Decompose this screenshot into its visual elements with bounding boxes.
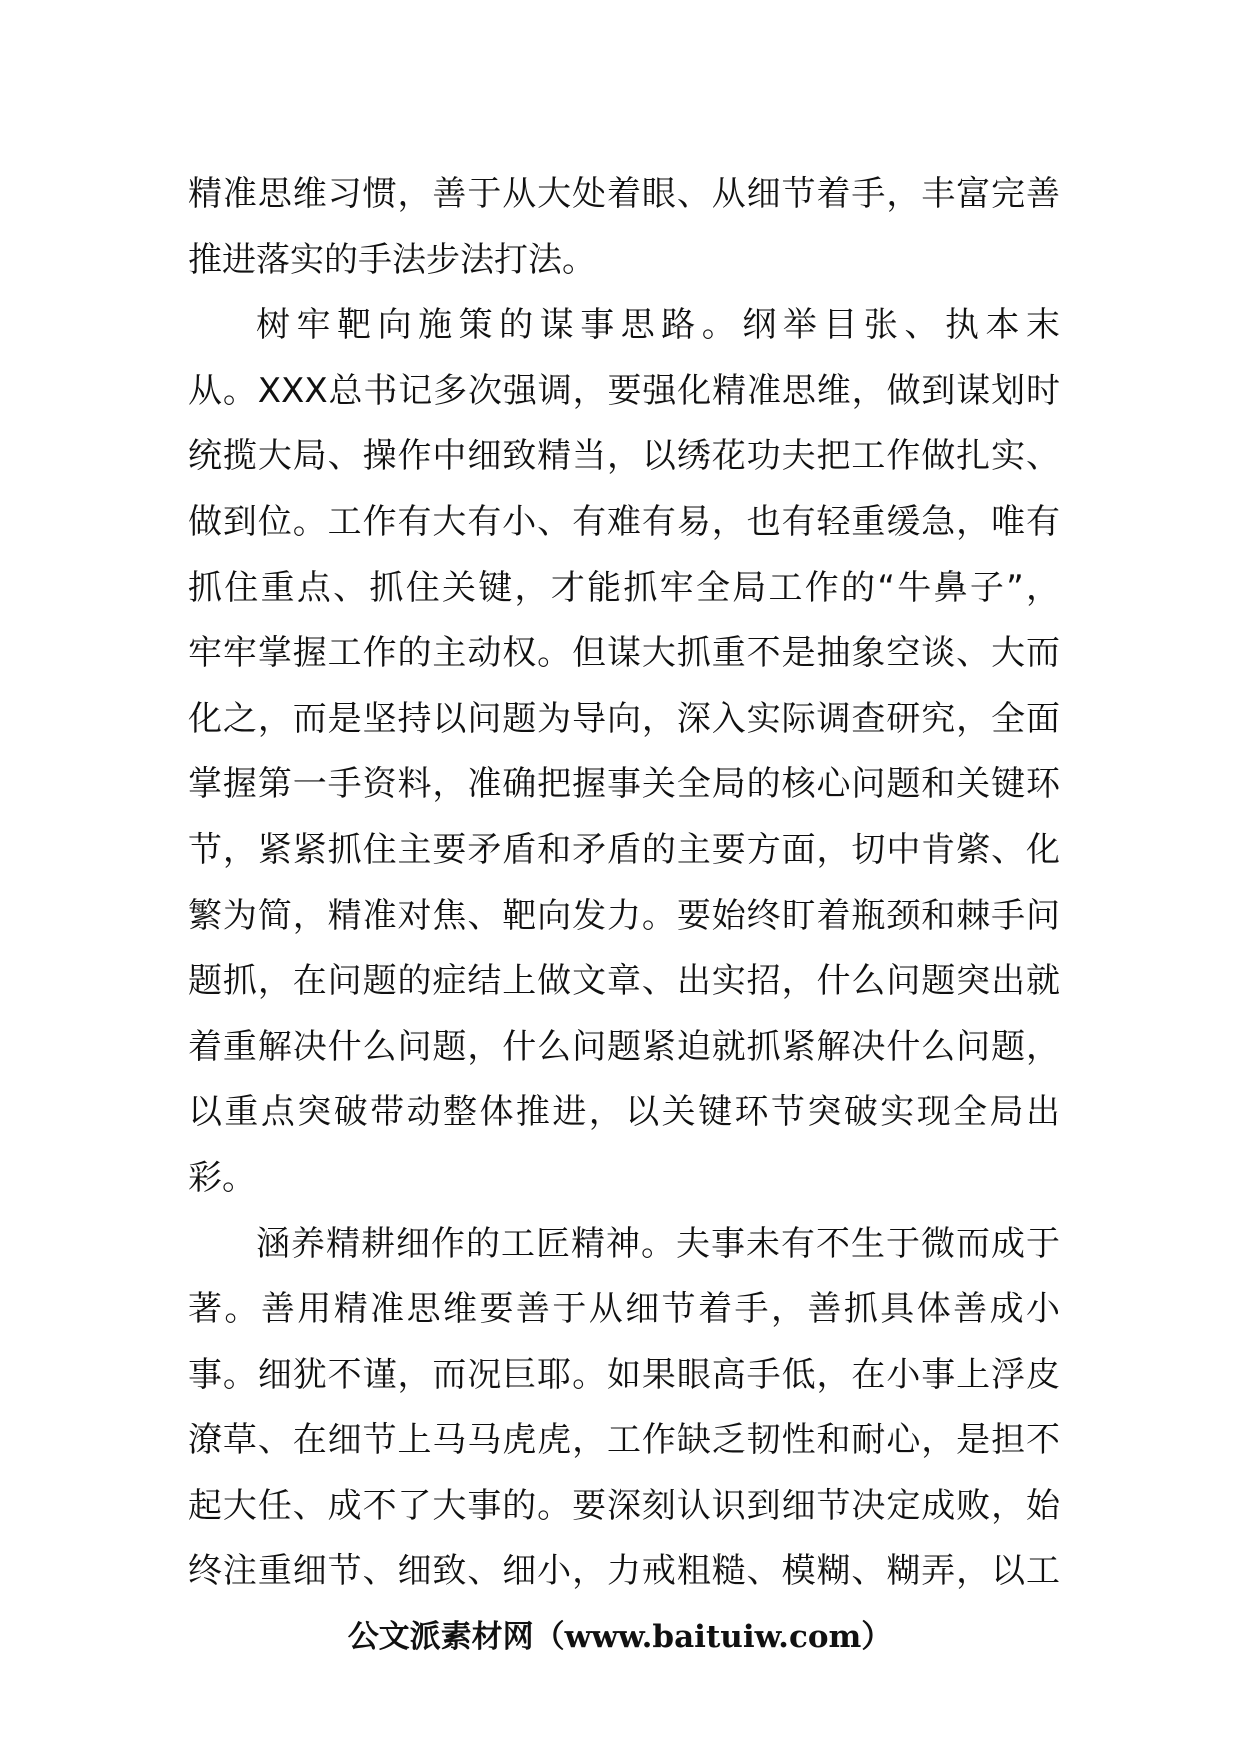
text-line: 精准思维习惯，善于从大处着眼、从细节着手，丰富完善	[188, 174, 1060, 214]
text-line: 著。善用精准思维要善于从细节着手，善抓具体善成小	[188, 1289, 1060, 1330]
text-line: 从。XXX总书记多次强调，要强化精准思维，做到谋划时	[188, 370, 1060, 411]
text-line: 终注重细节、细致、细小，力戒粗糙、模糊、糊弄，以工	[188, 1551, 1060, 1592]
text-line: 做到位。工作有大有小、有难有易，也有轻重缓急，唯有	[188, 501, 1060, 542]
text-line: 繁为简，精准对焦、靶向发力。要始终盯着瓶颈和棘手问	[188, 895, 1060, 936]
text-line: 潦草、在细节上马马虎虎，工作缺乏韧性和耐心，是担不	[188, 1420, 1060, 1461]
text-line: 化之，而是坚持以问题为导向，深入实际调查研究，全面	[188, 698, 1060, 739]
paragraph-heading-line: 树牢靶向施策的谋事思路。纲举目张、执本末	[256, 305, 1060, 346]
paragraph-heading-line: 涵养精耕细作的工匠精神。夫事未有不生于微而成于	[256, 1223, 1060, 1264]
text-line: 推进落实的手法步法打法。	[188, 239, 596, 280]
text-line: 抓住重点、抓住关键，才能抓牢全局工作的“牛鼻子”，	[188, 567, 1060, 608]
text-line: 起大任、成不了大事的。要深刻认识到细节决定成败，始	[188, 1485, 1060, 1526]
text-line: 题抓，在问题的症结上做文章、出实招，什么问题突出就	[188, 961, 1060, 1002]
text-line: 着重解决什么问题，什么问题紧迫就抓紧解决什么问题，	[188, 1026, 1060, 1067]
document-body	[188, 162, 1060, 1605]
text-line: 事。细犹不谨，而况巨耶。如果眼高手低，在小事上浮皮	[188, 1354, 1060, 1395]
text-line: 掌握第一手资料，准确把握事关全局的核心问题和关键环	[188, 764, 1060, 805]
page-footer: 公文派素材网（www.baituiw.com）	[347, 1619, 893, 1655]
text-line: 彩。	[188, 1157, 256, 1198]
text-line: 节，紧紧抓住主要矛盾和矛盾的主要方面，切中肯綮、化	[188, 829, 1060, 870]
text-line: 统揽大局、操作中细致精当，以绣花功夫把工作做扎实、	[188, 436, 1060, 477]
text-line: 以重点突破带动整体推进，以关键环节突破实现全局出	[188, 1092, 1060, 1133]
text-line: 牢牢掌握工作的主动权。但谋大抓重不是抽象空谈、大而	[188, 633, 1060, 674]
